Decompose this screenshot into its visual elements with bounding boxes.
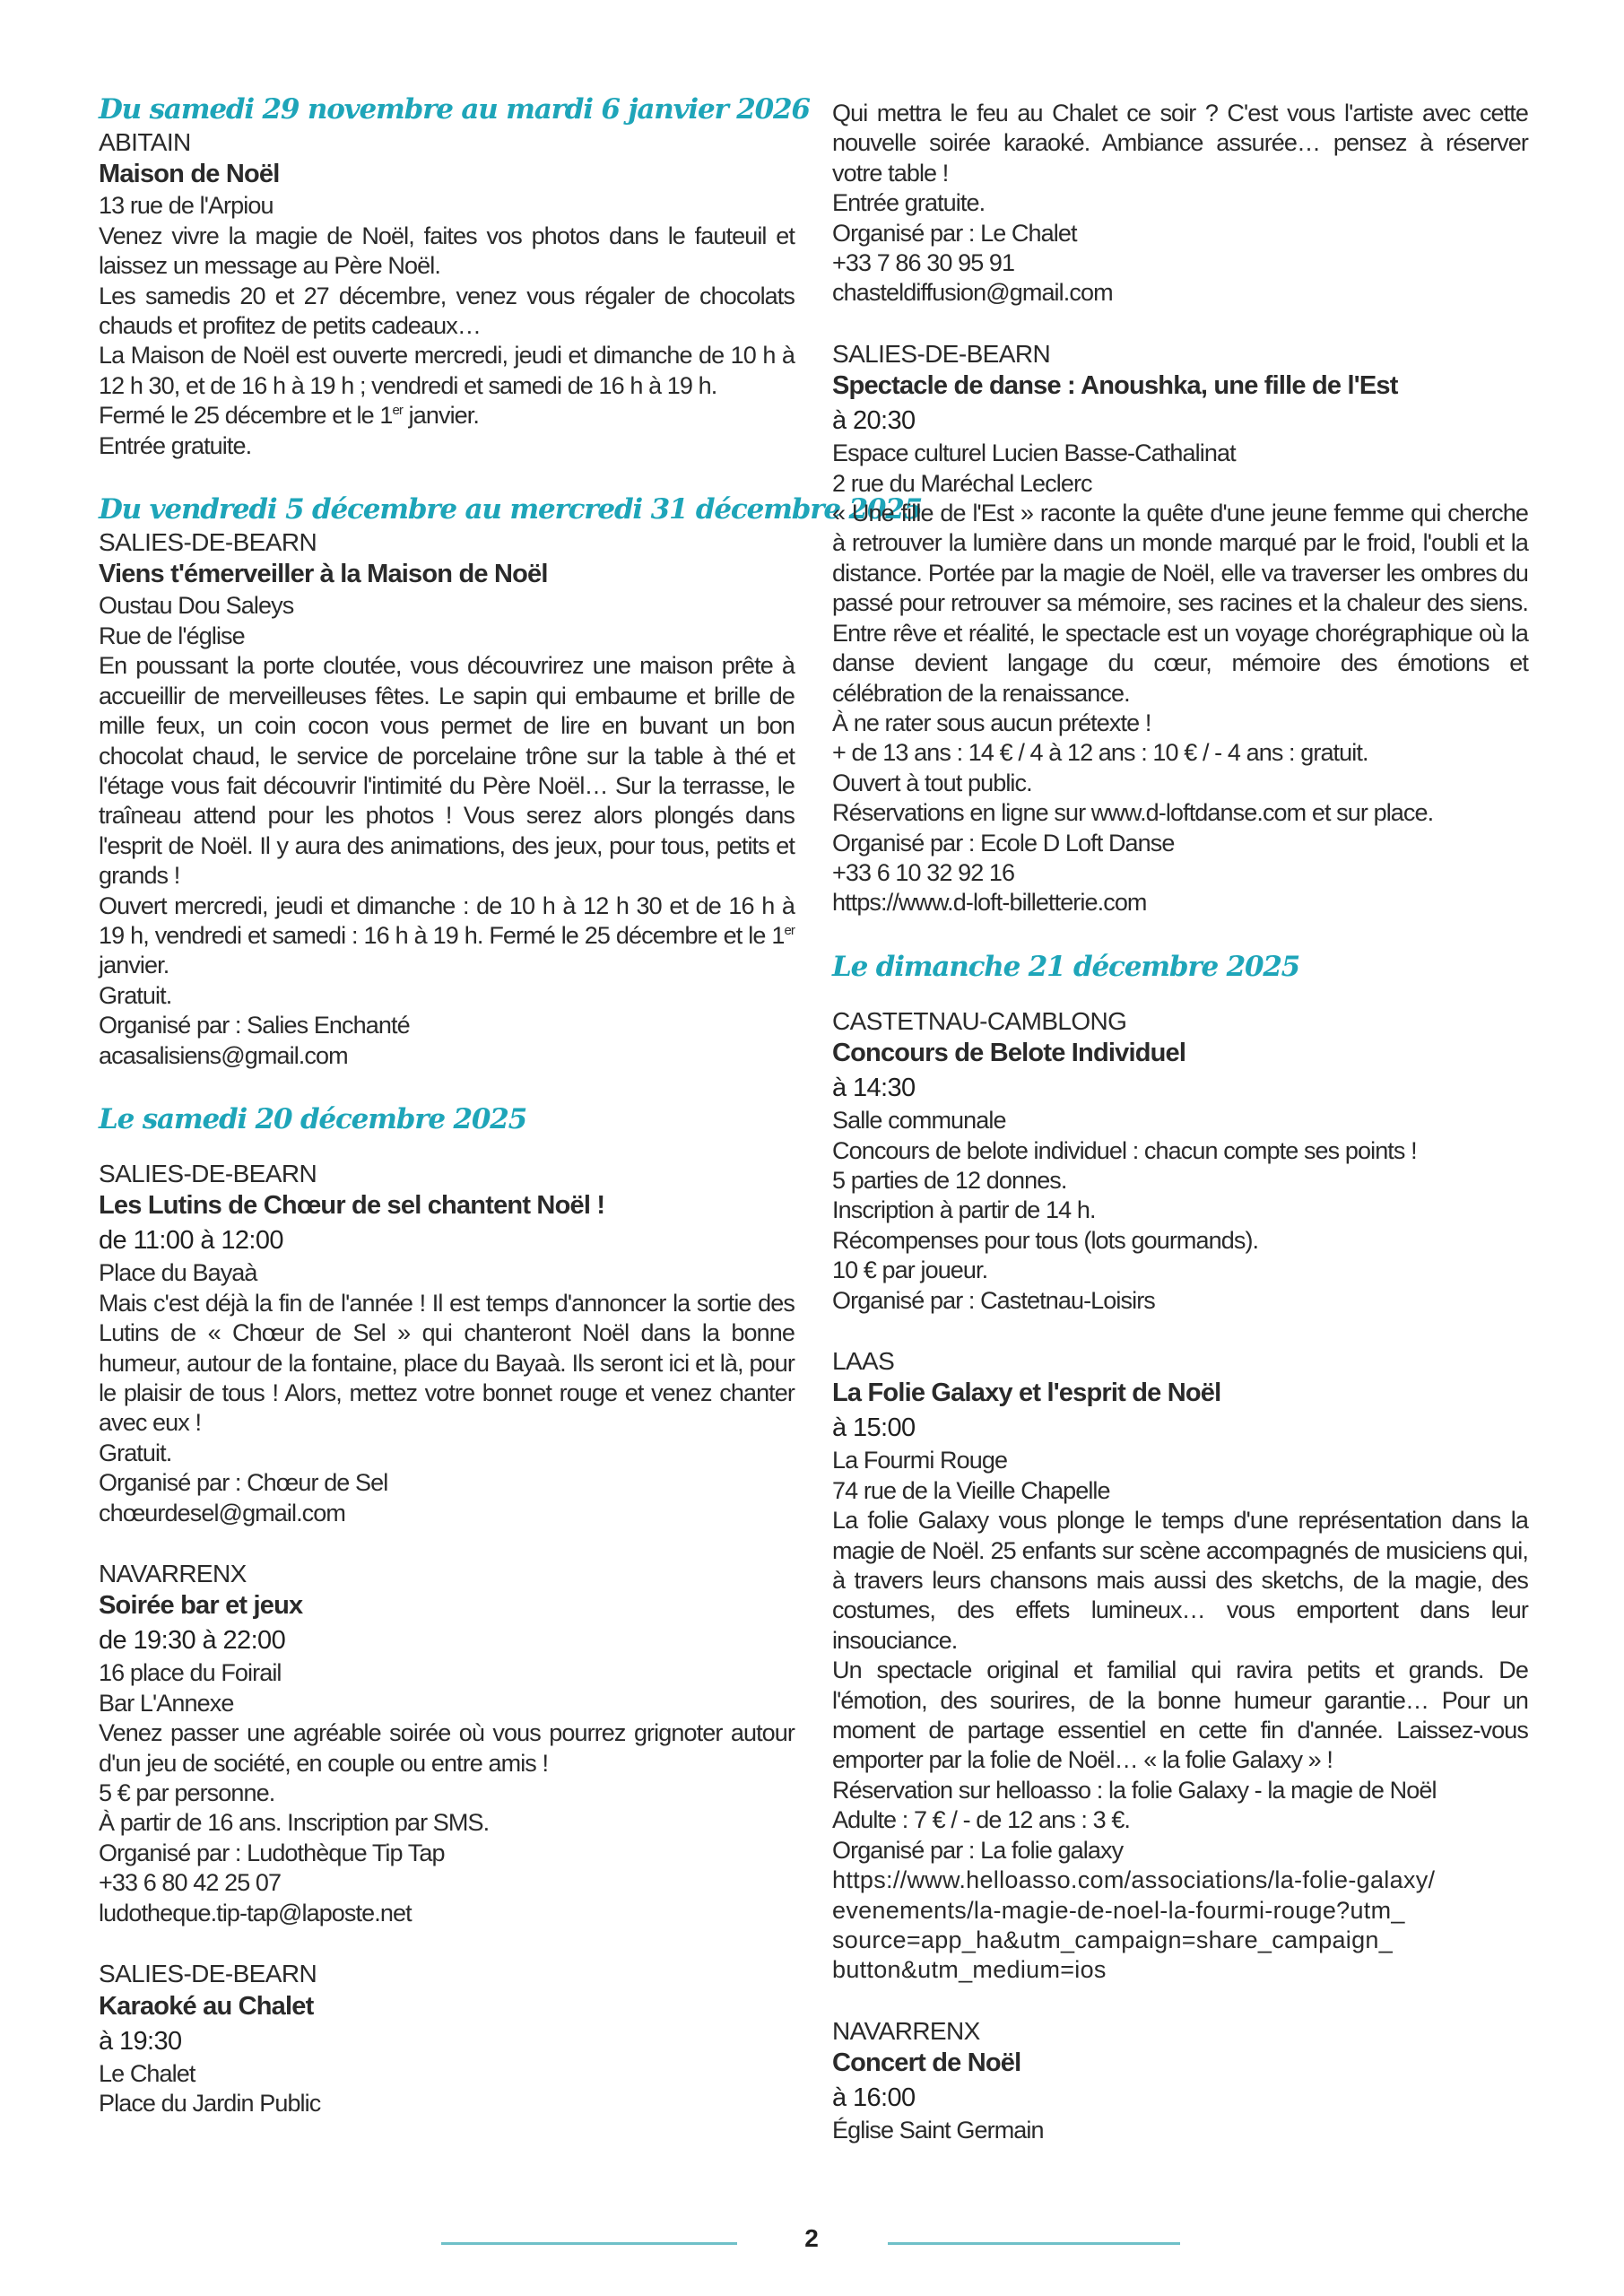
event-extra: À partir de 16 ans. Inscription par SMS.	[99, 1809, 490, 1837]
event-title: La Folie Galaxy et l'esprit de Noël	[832, 1378, 1221, 1408]
event-time: à 16:00	[832, 2083, 916, 2113]
event-concert-de-noel	[832, 2016, 1528, 2146]
footer-divider-right	[888, 2242, 1180, 2245]
event-description: La folie Galaxy vous plonge le temps d'une représentation dans la magie de Noël. 25 enfants sur scène accompagnés de musiciens qui, à travers leurs chansons mais aussi des sketchs, de la magie, des costumes, des effets lumineux… vous emportent dans leur insouciance.	[832, 1507, 1528, 1654]
event-registration: Inscription à partir de 14 h.	[832, 1196, 1096, 1224]
event-price: Gratuit.	[99, 981, 172, 1009]
event-title: Spectacle de danse : Anoushka, une fille de l'Est	[832, 371, 1398, 401]
page-number: 2	[804, 2224, 819, 2252]
event-email-link[interactable]: chasteldiffusion@gmail.com	[832, 279, 1113, 307]
event-town: LAAS	[832, 1347, 895, 1375]
event-description: Mais c'est déjà la fin de l'année ! Il est temps d'annoncer la sortie des Lutins de « Chœur de Sel » qui chanteront Noël dans la bonne humeur, autour de la fontaine, place du Bayaà. Ils seront ici et là, pour le plaisir de tous ! Alors, mettez votre bonnet rouge et venez chanter avec eux !	[99, 1289, 795, 1437]
event-price: Gratuit.	[99, 1439, 172, 1466]
event-address: Rue de l'église	[99, 622, 245, 649]
event-organizer: Organisé par : Salies Enchanté	[99, 1012, 410, 1039]
event-organizer: Organisé par : La folie galaxy	[832, 1836, 1124, 1864]
event-phone: +33 6 10 32 92 16	[832, 858, 1015, 886]
event-detail: 5 parties de 12 donnes.	[832, 1166, 1067, 1194]
event-spectacle-de-danse	[832, 339, 1528, 918]
event-address: 16 place du Foirail	[99, 1659, 282, 1687]
event-audience: Ouvert à tout public.	[832, 769, 1032, 796]
event-soiree-bar-et-jeux	[99, 1559, 795, 1928]
event-organizer: Organisé par : Le Chalet	[832, 219, 1077, 247]
event-url-link[interactable]: https://www.d-loft-billetterie.com	[832, 889, 1147, 917]
date-header: Le dimanche 21 décembre 2025	[832, 950, 1300, 983]
event-tagline: À ne rater sous aucun prétexte !	[832, 709, 1151, 736]
event-town: SALIES-DE-BEARN	[832, 339, 1051, 368]
event-hours: La Maison de Noël est ouverte mercredi, jeudi et dimanche de 10 h à 12 h 30, et de 16 h à 19 h ; vendredi et samedi de 16 h à 19 h.	[99, 342, 795, 399]
event-phone: +33 7 86 30 95 91	[832, 249, 1015, 277]
event-town: NAVARRENX	[99, 1560, 247, 1588]
event-booking: Réservations en ligne sur www.d-loftdanse.com et sur place.	[832, 799, 1434, 827]
event-description: « Une fille de l'Est » raconte la quête d'une jeune femme qui cherche à retrouver la lumière dans un monde marqué par le froid, l'oubli et la distance. Portée par la magie de Noël, elle va traverser les ombres du passé pour retrouver sa mémoire, ses racines et la chaleur des siens. Entre rêve et réalité, le spectacle est un voyage chorégraphique où la danse devient langage du cœur, mémoire des émotions et célébration de la renaissance.	[832, 500, 1528, 707]
event-description: Les samedis 20 et 27 décembre, venez vous régaler de chocolats chauds et profitez de petits cadeaux…	[99, 282, 795, 340]
event-address: Place du Jardin Public	[99, 2089, 321, 2117]
event-venue: La Fourmi Rouge	[832, 1447, 1008, 1474]
event-maison-de-noel-abitain	[99, 127, 795, 461]
date-header: Du samedi 29 novembre au mardi 6 janvier 2026	[99, 93, 810, 126]
event-organizer: Organisé par : Ludothèque Tip Tap	[99, 1839, 445, 1866]
event-hours: Ouvert mercredi, jeudi et dimanche : de 10 h à 12 h 30 et de 16 h à 19 h, vendredi et samedi : 16 h à 19 h. Fermé le 25 décembre et le 1er janvier.	[99, 891, 795, 979]
event-organizer: Organisé par : Chœur de Sel	[99, 1469, 388, 1497]
event-maison-de-noel-salies	[99, 527, 795, 1071]
event-venue: Bar L'Annexe	[99, 1689, 234, 1717]
event-price: Adulte : 7 € / - de 12 ans : 3 €.	[832, 1806, 1131, 1834]
event-time: de 19:30 à 22:00	[99, 1626, 286, 1656]
event-town: SALIES-DE-BEARN	[99, 1159, 317, 1187]
event-venue: Salle communale	[832, 1107, 1006, 1135]
event-venue: Église Saint Germain	[832, 2117, 1044, 2144]
date-header: Le samedi 20 décembre 2025	[99, 1102, 526, 1135]
event-url-link[interactable]: https://www.helloasso.com/associations/la-folie-galaxy/ evenements/la-magie-de-noel-la-fourmi-rouge?utm_ source=app_ha&utm_campaign=share_campaign_ button&utm_medium=ios	[832, 1866, 1436, 1984]
event-time: à 19:30	[99, 2026, 182, 2056]
event-time: à 14:30	[832, 1074, 916, 1103]
footer-divider-left	[441, 2242, 737, 2245]
event-karaoke-au-chalet	[99, 1959, 795, 2118]
event-title: Karaoké au Chalet	[99, 1991, 314, 2021]
event-town: NAVARRENX	[832, 2016, 980, 2045]
event-organizer: Organisé par : Ecole D Loft Danse	[832, 829, 1175, 857]
event-title: Maison de Noël	[99, 160, 280, 189]
event-lutins-choeur-de-sel	[99, 1159, 795, 1528]
event-address: Place du Bayaà	[99, 1259, 257, 1287]
event-title: Les Lutins de Chœur de sel chantent Noël !	[99, 1191, 605, 1221]
event-email-link[interactable]: chœurdesel@gmail.com	[99, 1499, 345, 1526]
event-time: de 11:00 à 12:00	[99, 1226, 283, 1256]
event-price: 5 € par personne.	[99, 1779, 275, 1807]
event-description: Venez vivre la magie de Noël, faites vos photos dans le fauteuil et laissez un message au Père Noël.	[99, 222, 795, 280]
event-karaoke-continued	[832, 99, 1528, 309]
event-address: 13 rue de l'Arpiou	[99, 192, 274, 220]
event-town: SALIES-DE-BEARN	[99, 1960, 317, 1988]
event-address: 2 rue du Maréchal Leclerc	[832, 469, 1092, 497]
date-header: Du vendredi 5 décembre au mercredi 31 décembre 2025	[99, 493, 922, 526]
event-time: à 15:00	[832, 1413, 916, 1443]
event-email-link[interactable]: acasalisiens@gmail.com	[99, 1041, 348, 1069]
event-title: Concert de Noël	[832, 2048, 1021, 2078]
event-concours-de-belote	[832, 1006, 1528, 1316]
event-title: Viens t'émerveiller à la Maison de Noël	[99, 560, 548, 589]
event-price: Entrée gratuite.	[832, 189, 986, 217]
event-price: 10 € par joueur.	[832, 1257, 988, 1284]
page-footer	[0, 2213, 1624, 2258]
event-price: Entrée gratuite.	[99, 431, 252, 459]
event-rewards: Récompenses pour tous (lots gourmands).	[832, 1226, 1259, 1254]
event-phone: +33 6 80 42 25 07	[99, 1869, 282, 1897]
event-title: Soirée bar et jeux	[99, 1591, 303, 1621]
event-description: Un spectacle original et familial qui ravira petits et grands. De l'émotion, des sourires, de la bonne humeur garantie… Pour un moment de partage essentiel en cette fin d'année. Laissez-vous emporter par la folie de Noël… « la folie Galaxy » !	[832, 1657, 1528, 1774]
event-title: Concours de Belote Individuel	[832, 1039, 1186, 1068]
event-description: Concours de belote individuel : chacun compte ses points !	[832, 1136, 1417, 1164]
event-price: + de 13 ans : 14 € / 4 à 12 ans : 10 € / - 4 ans : gratuit.	[832, 739, 1368, 767]
event-town: CASTETNAU-CAMBLONG	[832, 1006, 1127, 1035]
right-column	[832, 99, 1528, 2146]
event-closed: Fermé le 25 décembre et le 1er janvier.	[99, 402, 479, 430]
event-venue: Le Chalet	[99, 2059, 195, 2087]
event-address: 74 rue de la Vieille Chapelle	[832, 1476, 1110, 1504]
event-town: SALIES-DE-BEARN	[99, 528, 317, 557]
event-description: Venez passer une agréable soirée où vous pourrez grignoter autour d'un jeu de société, en couple ou entre amis !	[99, 1719, 795, 1777]
event-venue: Espace culturel Lucien Basse-Cathalinat	[832, 439, 1236, 467]
event-description: Qui mettra le feu au Chalet ce soir ? C'est vous l'artiste avec cette nouvelle soirée karaoké. Ambiance assurée… pensez à réserver votre table !	[832, 100, 1528, 187]
event-town: ABITAIN	[99, 128, 191, 156]
event-venue: Oustau Dou Saleys	[99, 592, 294, 620]
event-email-link[interactable]: ludotheque.tip-tap@laposte.net	[99, 1899, 412, 1926]
event-description: En poussant la porte cloutée, vous découvrirez une maison prête à accueillir de merveilleuses fêtes. Le sapin qui embaume et brille de mille feux, un coin cocon vous permet de lire en buvant un bon chocolat chaud, le service de porcelaine trône sur la table à thé et l'étage vous fait découvrir l'intimité du Père Noël… Sur la terrasse, le traîneau attend pour les photos ! Vous serez alors plongés dans l'esprit de Noël. Il y aura des animations, des jeux, pour tous, petits et grands !	[99, 652, 795, 890]
event-time: à 20:30	[832, 406, 916, 436]
event-folie-galaxy	[832, 1346, 1528, 1986]
event-booking: Réservation sur helloasso : la folie Galaxy - la magie de Noël	[832, 1776, 1437, 1804]
event-organizer: Organisé par : Castetnau-Loisirs	[832, 1286, 1155, 1314]
